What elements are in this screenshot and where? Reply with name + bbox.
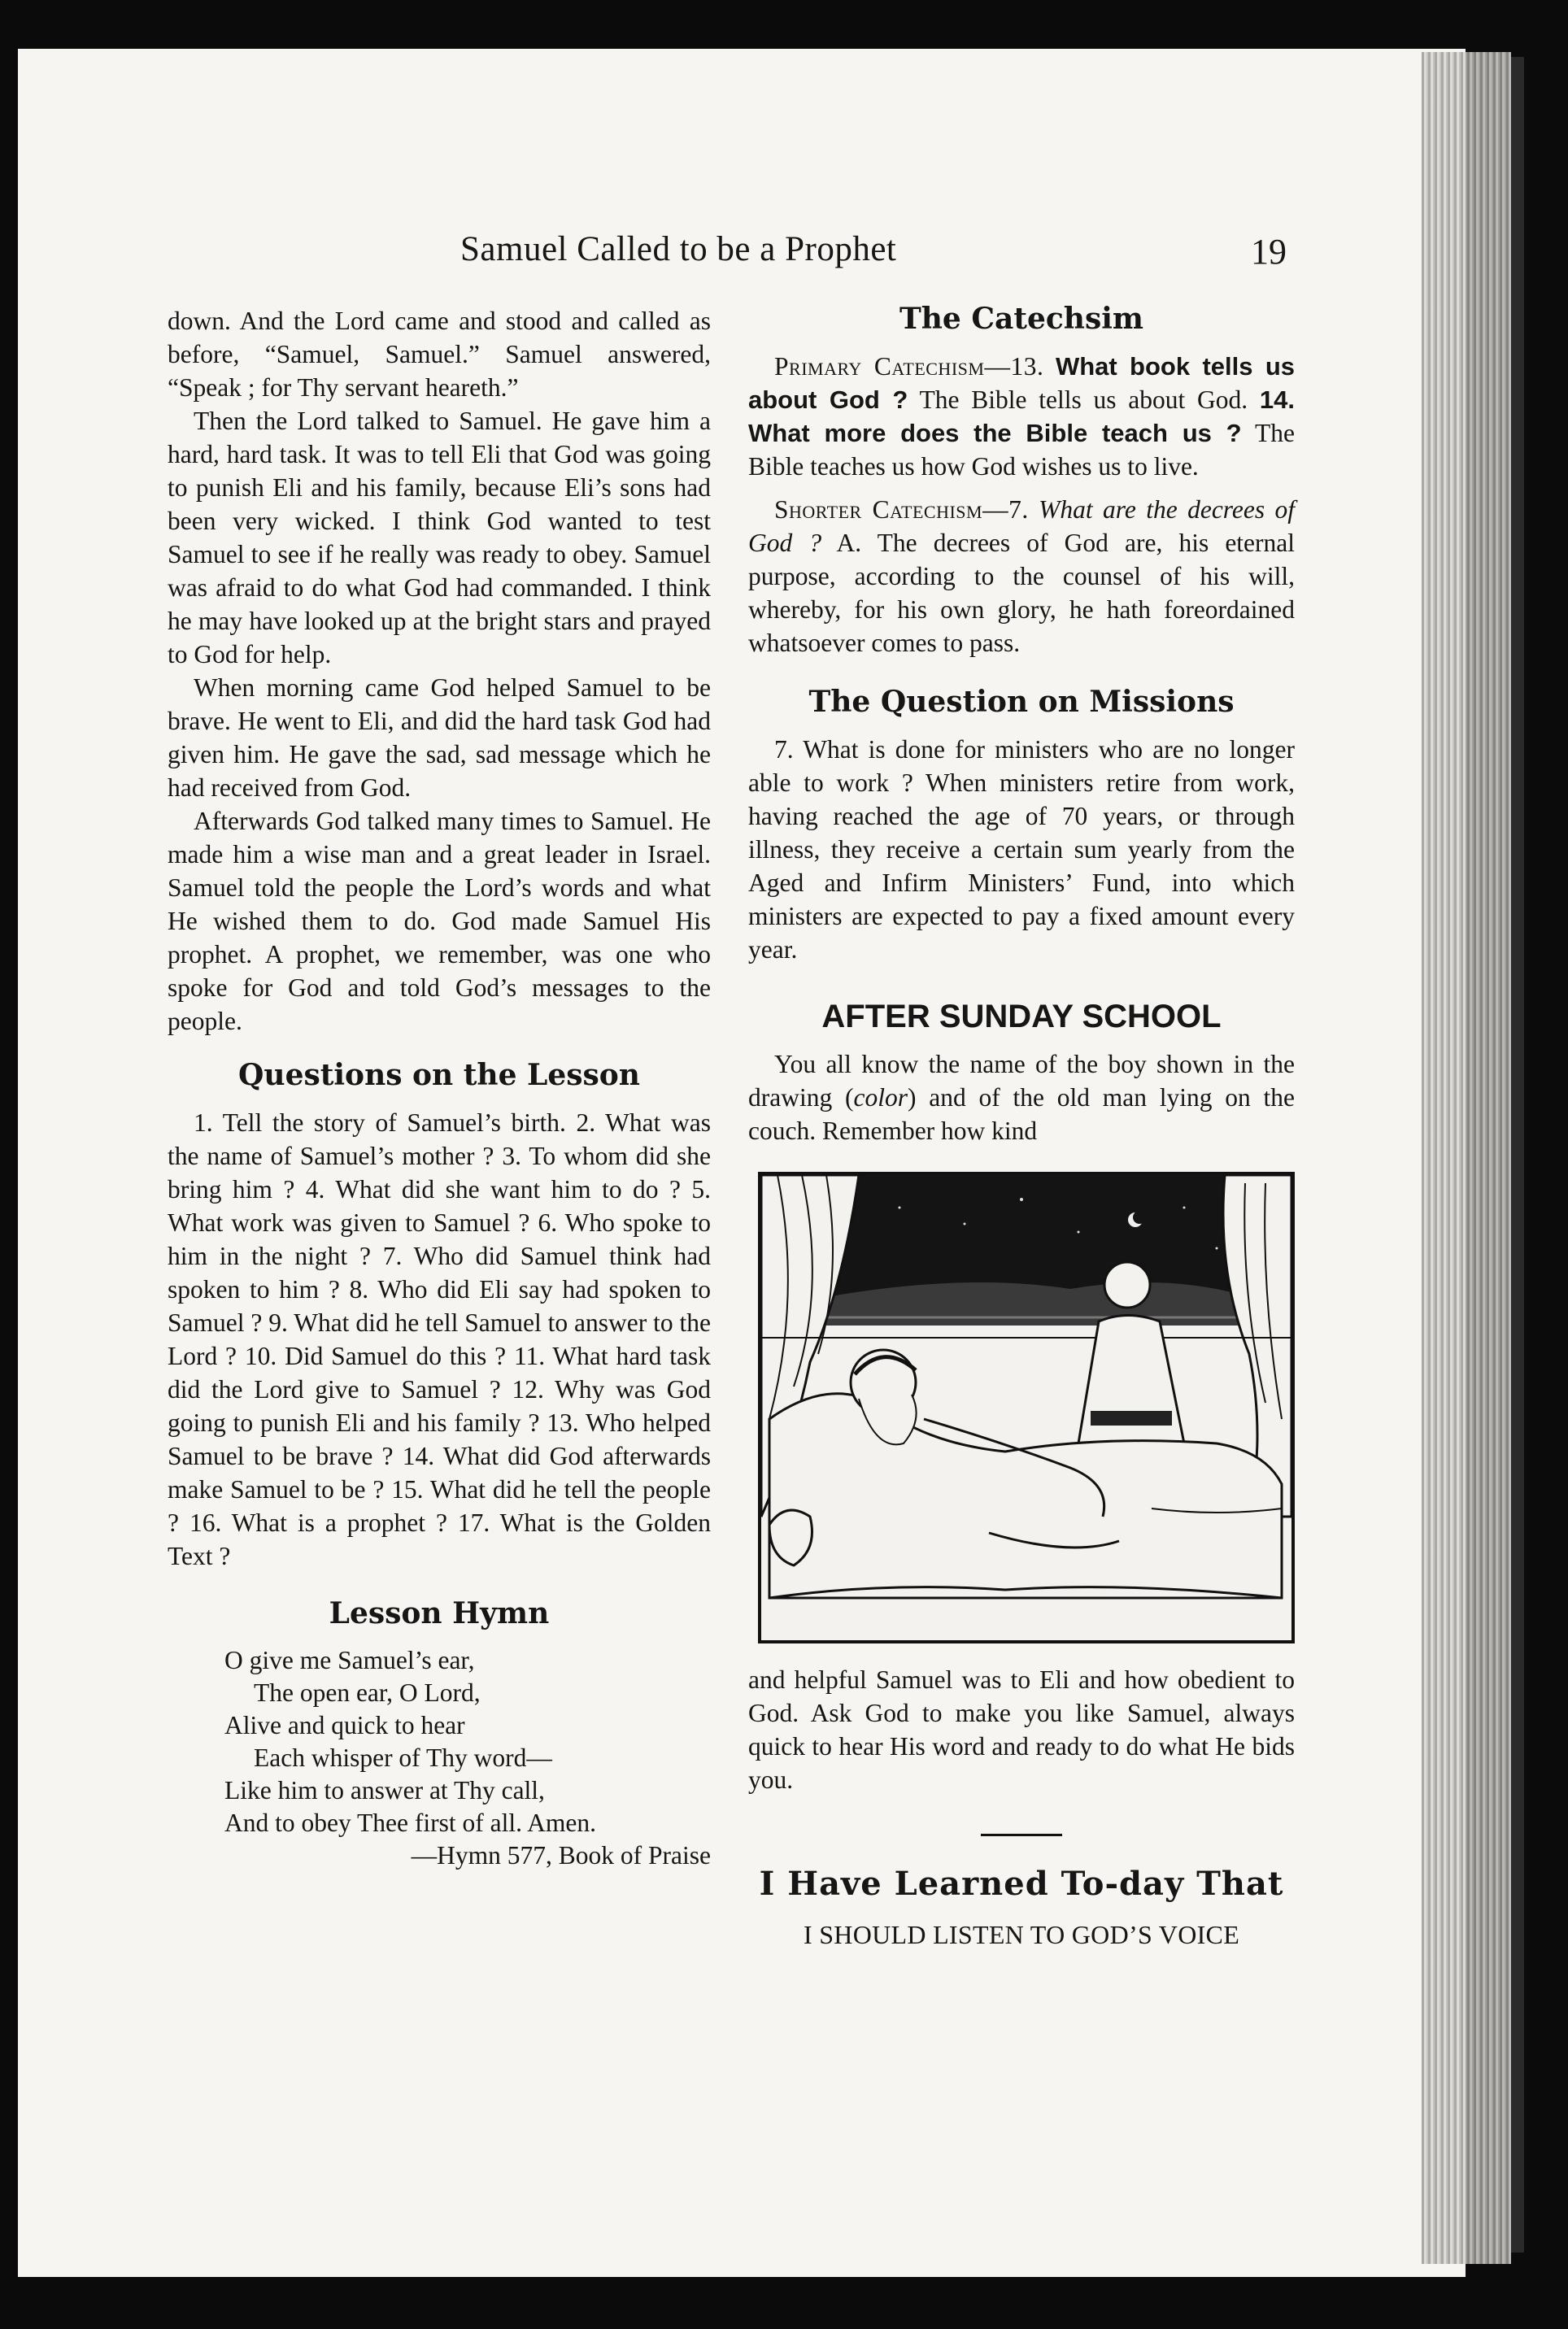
paragraph: When morning came God helped Samuel to be brave. He went to Eli, and did the hard task God had given him. He gave the sad, sad message which he had received from God. bbox=[168, 673, 711, 802]
after-text-closing: and helpful Samuel was to Eli and how obedient to God. Ask God to make you like Samuel, always quick to hear His word and ready to do what He bids you. bbox=[748, 1665, 1295, 1794]
page-number: 19 bbox=[1251, 232, 1287, 272]
samuel-eli-illustration bbox=[758, 1172, 1295, 1643]
shorter-catechism bbox=[748, 493, 1295, 660]
primary-question-14-number: 14. bbox=[1259, 385, 1296, 414]
right-column bbox=[748, 299, 1295, 1952]
after-text-part: ) and of the old man lying on the couch. Remember how kind bbox=[748, 1083, 1295, 1145]
after-text-color: color bbox=[853, 1083, 908, 1112]
boy-head bbox=[1104, 1262, 1150, 1308]
shorter-answer: A. The decrees of God are, his eternal purpose, according to the counsel of his will, whereby, for his own glory, he hath foreordained whatsoever comes to pass. bbox=[748, 529, 1296, 657]
primary-catechism-label: Primary Catechism—13. bbox=[774, 352, 1044, 381]
shorter-question: What are the decrees of God ? bbox=[748, 495, 1295, 557]
hymn-line: The open ear, O Lord, bbox=[254, 1678, 481, 1707]
learned-text: I SHOULD LISTEN TO GOD’S VOICE bbox=[803, 1920, 1240, 1949]
primary-catechism bbox=[748, 350, 1295, 483]
hymn-line: Each whisper of Thy word— bbox=[254, 1743, 552, 1772]
questions-heading: Questions on the Lesson bbox=[238, 1058, 640, 1092]
primary-question-14: What more does the Bible teach us ? bbox=[748, 419, 1242, 447]
questions-text: 1. Tell the story of Samuel’s birth. 2. What was the name of Samuel’s mother ? 3. To whom did she bring him ? 4. What did she want him to do ? 5. What work was given to Samuel ? 6. Who spoke to him in the night ? 7. Who did Samuel think had spoken to him ? 8. Who did Eli say had spoken to Samuel ? 9. What did he tell Samuel to answer to the Lord ? 10. Did Samuel do this ? 11. What hard task did the Lord give to Samuel ? 12. Why was God going to punish Eli and his family ? 13. Who helped Samuel to be brave ? 14. What did God afterwards make Samuel to be ? 15. What did he tell the people ? 16. What is a prophet ? 17. What is the Golden Text ? bbox=[168, 1108, 711, 1570]
divider-rule bbox=[981, 1834, 1062, 1836]
bed bbox=[769, 1394, 1282, 1598]
paragraph: down. And the Lord came and stood and called as before, “Samuel, Samuel.” Samuel answered, “Speak ; for Thy servant heareth.” bbox=[168, 307, 711, 402]
missions-heading: The Question on Missions bbox=[808, 685, 1235, 719]
after-sunday-school-heading: AFTER SUNDAY SCHOOL bbox=[821, 999, 1222, 1034]
after-text-intro bbox=[748, 1047, 1295, 1147]
hymn-line: And to obey Thee first of all. Amen. bbox=[224, 1809, 596, 1837]
paragraph: Afterwards God talked many times to Samuel. He made him a wise man and a great leader in Israel. Samuel told the people the Lord’s words and what He wished them to do. God made Samuel His prophet. A prophet, we remember, was one who spoke for God and told God’s messages to the people. bbox=[168, 807, 711, 1035]
primary-answer-13: The Bible tells us about God. bbox=[919, 385, 1248, 414]
hymn-heading: Lesson Hymn bbox=[329, 1596, 550, 1630]
hills bbox=[826, 1282, 1249, 1326]
catechism-heading: The Catechsim bbox=[899, 302, 1144, 336]
paragraph: Then the Lord talked to Samuel. He gave him a hard, hard task. It was to tell Eli that God was going to punish Eli and his family, because Eli’s sons had been very wicked. I think God wanted to test Samuel to see if he really was ready to obey. Samuel was afraid to do what God had commanded. I think he may have looked up at the bright stars and prayed to God for help. bbox=[168, 407, 711, 668]
running-head: Samuel Called to be a Prophet bbox=[460, 230, 897, 268]
after-text-part: You all know the name of the boy shown in the drawing ( bbox=[748, 1050, 1295, 1112]
missions-text: 7. What is done for ministers who are no longer able to work ? When ministers retire from work, having reached the age of 70 years, or through illness, they receive a certain sum yearly from the Aged and Infirm Ministers’ Fund, into which ministers are expected to pay a fixed amount every year. bbox=[748, 735, 1295, 964]
shorter-catechism-label: Shorter Catechism—7. bbox=[774, 495, 1029, 524]
binding-shadow bbox=[1511, 57, 1524, 2253]
hymn-source: —Hymn 577, Book of Praise bbox=[411, 1841, 711, 1870]
learned-heading: I Have Learned To-day That bbox=[759, 1865, 1284, 1903]
primary-answer-14: The Bible teaches us how God wishes us to live. bbox=[748, 419, 1295, 481]
illustration-drawing bbox=[761, 1175, 1291, 1640]
primary-question-13: What book tells us about God ? bbox=[748, 352, 1295, 414]
left-column bbox=[168, 304, 711, 1872]
hymn-line: Alive and quick to hear bbox=[224, 1711, 465, 1739]
page-edges bbox=[1422, 52, 1511, 2264]
hymn bbox=[168, 1644, 711, 1872]
hymn-line: Like him to answer at Thy call, bbox=[224, 1776, 545, 1804]
hymn-line: O give me Samuel’s ear, bbox=[224, 1646, 475, 1674]
